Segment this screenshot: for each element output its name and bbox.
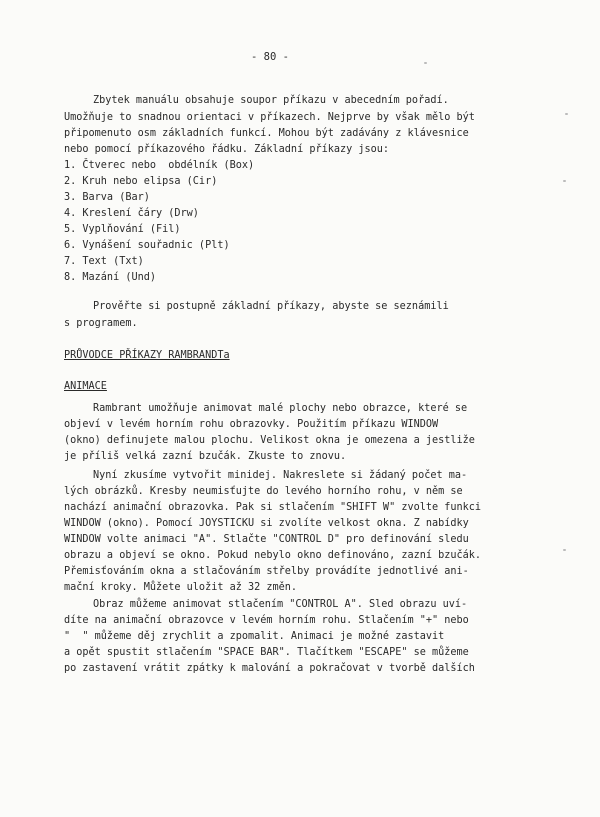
paragraph-line: po zastavení vrátit zpátky k malování a pokračovat v tvorbě dalších: [64, 663, 475, 674]
paragraph-line: Nyní zkusíme vytvořit minidej. Nakreslete si žádaný počet ma-: [93, 470, 468, 481]
scan-speck: [563, 180, 566, 182]
paragraph-line: obrazu a objeví se okno. Pokud nebylo okno definováno, zazní bzučák.: [64, 550, 482, 561]
paragraph-line: díte na animační obrazovce v levém horním rohu. Stlačením "+" nebo: [64, 615, 469, 626]
verify-line: s programem.: [64, 318, 138, 329]
paragraph-line: Přemisťováním okna a stlačováním střelby provádíte jednotlivé ani-: [64, 566, 469, 577]
intro-line: připomenuto osm základních funkcí. Mohou být zadávány z klávesnice: [64, 128, 469, 139]
command-item: 8. Mazání (Und): [64, 272, 157, 283]
section-heading: ANIMACE: [64, 381, 107, 392]
paragraph-line: je příliš velká zazní bzučák. Zkuste to znovu.: [64, 451, 347, 462]
intro-line: nebo pomocí příkazového řádku. Základní příkazy jsou:: [64, 144, 390, 155]
paragraph-line: a opět spustit stlačením "SPACE BAR". Tlačítkem "ESCAPE" se můžeme: [64, 647, 469, 658]
paragraph-line: objeví v levém horním rohu obrazovky. Použitím příkazu WINDOW: [64, 419, 439, 430]
command-item: 2. Kruh nebo elipsa (Cir): [64, 176, 218, 187]
paragraph-line: Rambrant umožňuje animovat malé plochy nebo obrazce, které se: [93, 403, 468, 414]
intro-line: Umožňuje to snadnou orientaci v příkazech. Nejprve by však mělo být: [64, 112, 475, 123]
paragraph-line: lých obrázků. Kresby neumisťujte do levého horního rohu, v něm se: [64, 486, 463, 497]
page-number: - 80 -: [251, 51, 289, 63]
command-item: 7. Text (Txt): [64, 256, 144, 267]
scan-speck: [565, 113, 568, 115]
paragraph-line: WINDOW (okno). Pomocí JOYSTICKU si zvolíte velkost okna. Z nabídky: [64, 518, 469, 529]
command-item: 5. Vyplňování (Fil): [64, 224, 181, 235]
scan-speck: [563, 549, 566, 551]
paragraph-line: Obraz můžeme animovat stlačením "CONTROL A". Sled obrazu uví-: [93, 599, 468, 610]
command-item: 1. Čtverec nebo obdélník (Box): [64, 160, 255, 171]
command-item: 6. Vynášení souřadnic (Plt): [64, 240, 230, 251]
command-item: 3. Barva (Bar): [64, 192, 150, 203]
scan-speck: [424, 62, 427, 64]
paragraph-line: WINDOW volte animaci "A". Stlačte "CONTROL D" pro definování sledu: [64, 534, 469, 545]
verify-line: Prověřte si postupně základní příkazy, abyste se seznámili: [93, 301, 449, 312]
paragraph-line: " " můžeme děj zrychlit a zpomalit. Animaci je možné zastavit: [64, 631, 445, 642]
main-heading: PRŮVODCE PŘÍKAZY RAMBRANDTa: [64, 350, 230, 361]
command-item: 4. Kreslení čáry (Drw): [64, 208, 199, 219]
paragraph-line: (okno) definujete malou plochu. Velikost okna je omezena a jestliže: [64, 435, 475, 446]
intro-line: Zbytek manuálu obsahuje soupor příkazu v abecedním pořadí.: [93, 95, 449, 106]
paragraph-line: nachází animační obrazovka. Pak si stlačením "SHIFT W" zvolte funkci: [64, 502, 482, 513]
paragraph-line: mační kroky. Můžete uložit až 32 změn.: [64, 582, 298, 593]
